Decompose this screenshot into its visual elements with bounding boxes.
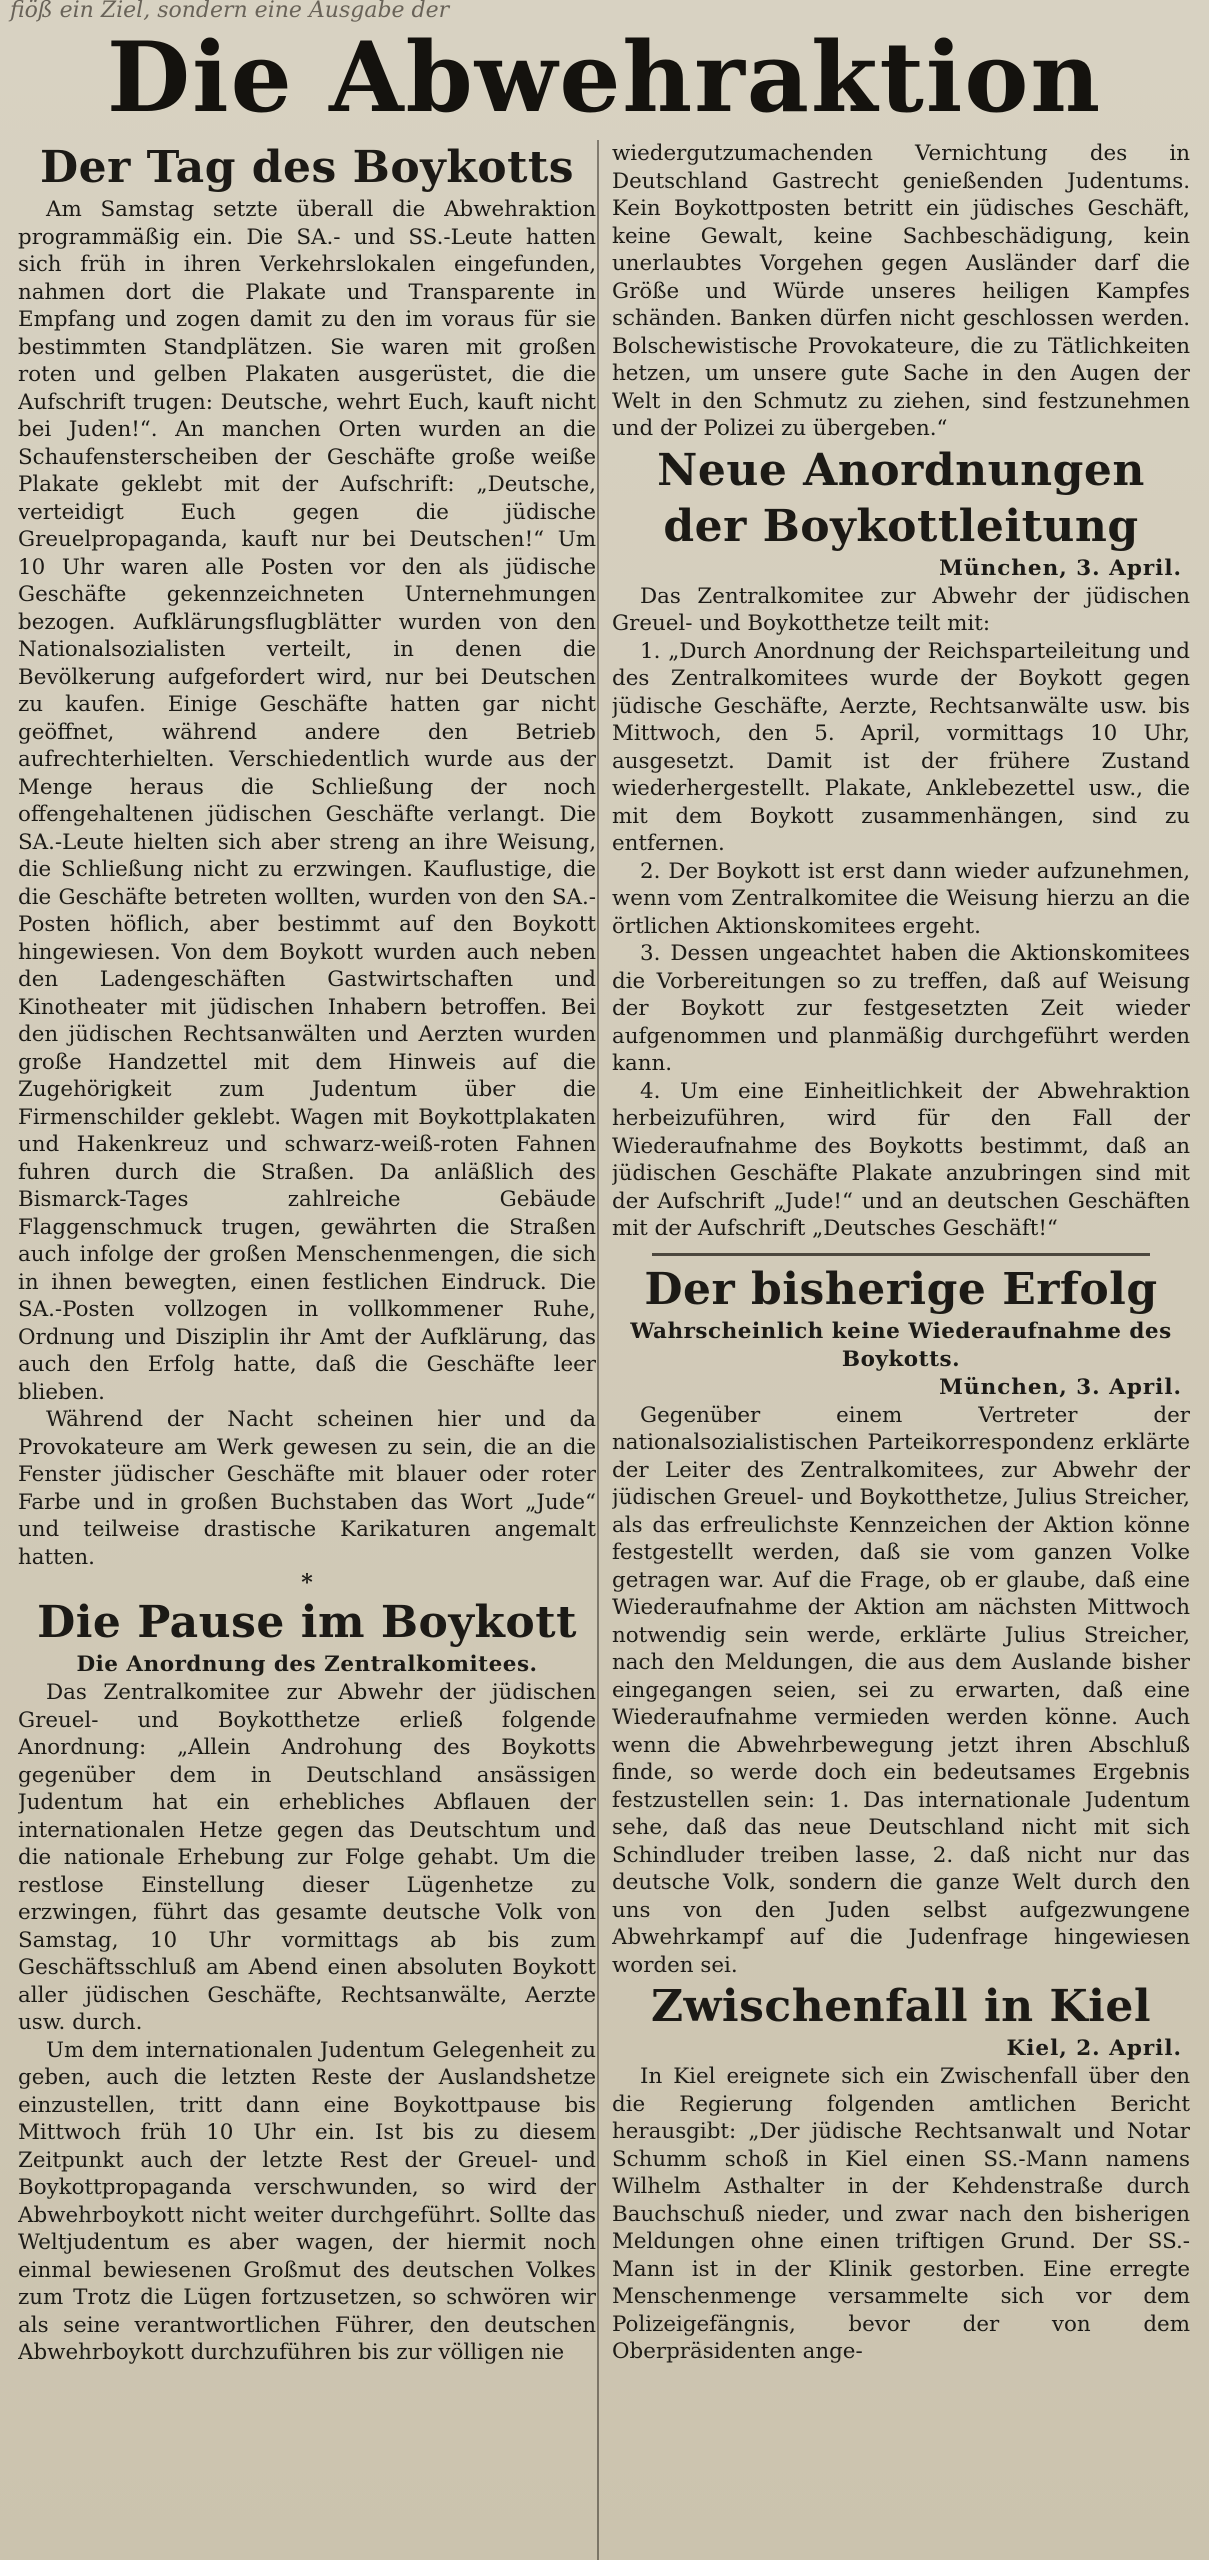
paragraph: 4. Um eine Einheitlichkeit der Abwehraktion herbeizuführen, wird für den Fall der Wiederaufnahme des Boykotts bestimmt, daß an jüdischen Geschäfte Plakate anzubringen sind mit der Aufschrift „Jude!“ und an deutschen Geschäften mit der Aufschrift „Deutsches Geschäft!“ [612,1078,1190,1241]
article-title-kiel: Zwischenfall in Kiel [650,1981,1152,2032]
article-body-pause [18,1679,596,2367]
section-separator: * [301,1570,313,1596]
article-title-boykott-tag: Der Tag des Boykotts [40,142,574,193]
article-body-boykott-tag [18,196,596,1571]
paragraph: Das Zentralkomitee zur Abwehr der jüdischen Greuel- und Boykotthetze erließ folgende Anordnung: „Allein Androhung des Boykotts gegenüber dem in Deutschland ansässigen Judentum hat ein erhebliches Abflauen der internationalen Hetze gegen das Deutschtum und die nationale Erhebung zur Folge gehabt. Um die restlose Einstellung dieser Lügenhetze zu erzwingen, führt das gesamte deutsche Volk von Samstag, 10 Uhr vormittags ab bis zum Geschäftsschluß am Abend einen absoluten Boykott aller jüdischen Geschäfte, Rechtsanwälte, Aerzte usw. durch. [18,1680,596,2035]
article-subtitle-pause: Die Anordnung des Zentralkomitees. [76,1652,538,1677]
dateline: München, 3. April. [939,555,1182,581]
top-cut-line: fiöß ein Ziel, sondern eine Ausgabe der [10,0,450,22]
article-body-kiel [612,2063,1190,2366]
left-column [18,140,596,2550]
paragraph: Am Samstag setzte überall die Abwehraktion programmäßig ein. Die SA.- und SS.-Leute hatten sich früh in ihren Verkehrslokalen eingefunden, nahmen dort die Plakate und Transparente in Empfang und zogen damit zu den im voraus für sie bestimmten Standplätzen. Sie waren mit großen roten und gelben Plakaten ausgerüstet, die die Aufschrift trugen: Deutsche, wehrt Euch, kauft nicht bei Juden!“. An manchen Orten wurden an die Schaufensterscheiben der Geschäfte große weiße Plakate geklebt mit der Aufschrift: „Deutsche, verteidigt Euch gegen die jüdische Greuelpropaganda, kauft nur bei Deutschen!“ Um 10 Uhr waren alle Posten vor den als jüdische Geschäfte gekennzeichneten Unternehmungen bezogen. Aufklärungsflugblätter wurden von den Nationalsozialisten verteilt, in denen die Bevölkerung aufgefordert wird, nur bei Deutschen zu kaufen. Einige Geschäfte hatten gar nicht geöffnet, während andere den Betrieb aufrechterhielten. Verschiedentlich wurde aus der Menge heraus die Schließung der noch offengehaltenen jüdischen Geschäfte verlangt. Die SA.-Leute hielten sich aber streng an ihre Weisung, die Schließung nicht zu erzwingen. Kauflustige, die die Geschäfte betreten wollten, wurden von den SA.-Posten höflich, aber bestimmt auf den Boykott hingewiesen. Von dem Boykott wurden auch neben den Ladengeschäften Gastwirtschaften und Kinotheater mit jüdischen Inhabern betroffen. Bei den jüdischen Rechtsanwälten und Aerzten wurden große Handzettel mit dem Hinweis auf die Zugehörigkeit zum Judentum über die Firmenschilder geklebt. Wagen mit Boykottplakaten und Hakenkreuz und schwarz-weiß-roten Fahnen fuhren durch die Straßen. Da anläßlich des Bismarck-Tages zahlreiche Gebäude Flaggenschmuck trugen, gewährten die Straßen auch infolge der großen Menschenmengen, die sich in ihnen bewegten, einen festlichen Eindruck. Die SA.-Posten vollzogen in vollkommener Ruhe, Ordnung und Disziplin ihr Amt der Aufklärung, das auch den Erfolg hatte, daß die Geschäfte leer blieben. [18,197,596,1405]
dateline: München, 3. April. [939,1374,1182,1400]
article-title-erfolg: Der bisherige Erfolg [644,1263,1158,1315]
paragraph: Das Zentralkomitee zur Abwehr der jüdischen Greuel- und Boykotthetze teilt mit: [612,583,1190,636]
section-rule [652,1253,1150,1256]
paragraph: Während der Nacht scheinen hier und da Provokateure am Werk gewesen zu sein, die an die Fenster jüdischer Geschäfte mit blauer oder roter Farbe und in großen Buchstaben das Wort „Jude“ und teilweise drastische Karikaturen angemalt hatten. [18,1407,596,1570]
article-title-anordnungen: Neue Anordnungen der Boykottleitung [657,444,1145,552]
paragraph: 2. Der Boykott ist erst dann wieder aufzunehmen, wenn vom Zentralkomitee die Weisung hierzu an die örtlichen Aktionskomitees ergeht. [612,858,1190,939]
paragraph: Gegenüber einem Vertreter der nationalsozialistischen Parteikorrespondenz erklärte der Leiter des Zentralkomitees, zur Abwehr der jüdischen Greuel- und Boykotthetze, Julius Streicher, als das erfreulichste Kennzeichen der Aktion könne festgestellt werden, daß sie vom ganzen Volke getragen war. Auf die Frage, ob er glaube, daß eine Wiederaufnahme der Aktion am nächsten Mittwoch notwendig sein werde, erklärte Julius Streicher, nach den Meldungen, die aus dem Auslande bisher eingegangen seien, sei zu erwarten, daß eine Wiederaufnahme vermieden werden könne. Auch wenn die Abwehrbewegung jetzt ihren Abschluß finde, so werde doch ein bedeutsames Ergebnis festzustellen sein: 1. Das internationale Judentum sehe, daß das neue Deutschland nicht mit sich Schindluder treiben lasse, 2. daß nicht nur das deutsche Volk, sondern die ganze Welt durch den uns von den Juden selbst aufgezwungene Abwehrkampf auf die Judenfrage hingewiesen worden sei. [612,1402,1190,1978]
continued-paragraph: wiedergutzumachenden Vernichtung des in Deutschland Gastrecht genießenden Judentums. Kein Boykottposten betritt ein jüdisches Geschäft, keine Gewalt, keine Sachbeschädigung, kein unerlaubtes Vorgehen gegen Ausländer darf die Größe und Würde unseres heiligen Kampfes schänden. Banken dürfen nicht geschlossen werden. Bolschewistische Provokateure, die zu Tätlichkeiten hetzen, um unsere gute Sache in den Augen der Welt in den Schmutz zu ziehen, sind festzunehmen und der Polizei zu übergeben.“ [612,141,1190,441]
column-divider [597,140,599,2560]
article-body-erfolg [612,1402,1190,1980]
article-subtitle-erfolg: Wahrscheinlich keine Wiederaufnahme des Boykotts. [630,1318,1172,1372]
dateline: Kiel, 2. April. [1006,2036,1182,2061]
paragraph: 3. Dessen ungeachtet haben die Aktionskomitees die Vorbereitungen so zu treffen, daß auf Weisung der Boykott zur festgesetzten Zeit wieder aufgenommen und planmäßig durchgeführt werden kann. [612,941,1190,1076]
article-title-pause: Die Pause im Boykott [37,1597,577,1648]
paragraph: 1. „Durch Anordnung der Reichsparteileitung und des Zentralkomitees wurde der Boykott gegen jüdische Geschäfte, Aerzte, Rechtsanwälte usw. bis Mittwoch, den 5. April, vormittags 10 Uhr, ausgesetzt. Damit ist der frühere Zustand wiederhergestellt. Plakate, Anklebezettel usw., die mit dem Boykott zusammenhängen, sind zu entfernen. [612,638,1190,856]
article-body-anordnungen [612,583,1190,1243]
paragraph: In Kiel ereignete sich ein Zwischenfall über den die Regierung folgenden amtlichen Bericht herausgibt: „Der jüdische Rechtsanwalt und Notar Schumm schoß in Kiel einen SS.-Mann namens Wilhelm Asthalter in der Kehdenstraße durch Bauchschuß nieder, und zwar nach den bisherigen Meldungen ohne einen triftigen Grund. Der SS.-Mann ist in der Klinik gestorben. Eine erregte Menschenmenge versammelte sich vor dem Polizeigefängnis, bevor der von dem Oberpräsidenten ange- [612,2064,1190,2364]
paragraph: Um dem internationalen Judentum Gelegenheit zu geben, auch die letzten Reste der Auslandshetze einzustellen, tritt dann eine Boykottpause bis Mittwoch früh 10 Uhr ein. Ist bis zu diesem Zeitpunkt auch der letzte Rest der Greuel- und Boykottpropaganda verschwunden, so wird der Abwehrboykott nicht weiter durchgeführt. Sollte das Weltjudentum es aber wagen, der hiermit noch einmal bewiesenen Großmut des deutschen Volkes zum Trotz die Lügen fortzusetzen, so schwören wir als seine verantwortlichen Führer, den deutschen Abwehrboykott durchzuführen bis zur völligen nie [18,2037,596,2365]
page-title: Die Abwehraktion [106,21,1103,134]
right-column [612,140,1190,2550]
